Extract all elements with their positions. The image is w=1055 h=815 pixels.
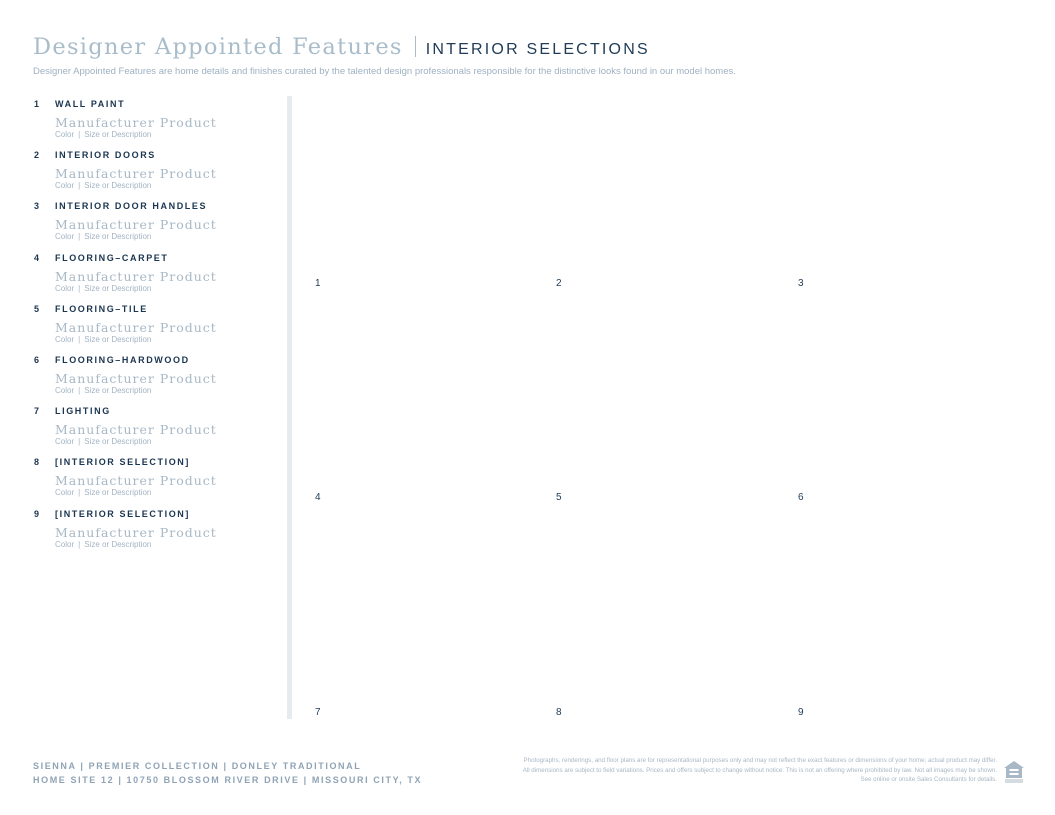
page-subtitle: INTERIOR SELECTIONS bbox=[425, 41, 650, 58]
footer-address bbox=[33, 759, 422, 787]
item-number: 1 bbox=[34, 99, 41, 109]
image-slot-label: 4 bbox=[315, 492, 321, 503]
item-number: 8 bbox=[34, 457, 41, 468]
footer-homesite-line: HOME SITE 12 | 10750 BLOSSOM RIVER DRIVE | MISSOURI CITY, TX bbox=[33, 775, 423, 785]
item-color: Color bbox=[55, 283, 75, 293]
selection-item: 1 WALL PAINT Manufacturer Product Color | Size or Description bbox=[34, 99, 274, 150]
selection-item: 4 FLOORING–CARPET Manufacturer Product Color | Size or Description bbox=[34, 253, 274, 304]
selection-item: 8 [INTERIOR SELECTION] Manufacturer Product Color | Size or Description bbox=[34, 457, 274, 508]
item-product: Manufacturer Product bbox=[55, 319, 217, 335]
selection-item: 3 INTERIOR DOOR HANDLES Manufacturer Product Color | Size or Description bbox=[34, 201, 274, 252]
intro-text: Designer Appointed Features are home details and finishes curated by the talented design professionals responsible for the distinctive looks found in our model homes. bbox=[33, 66, 736, 77]
footer-community-line: SIENNA | PREMIER COLLECTION | DONLEY TRADITIONAL bbox=[33, 761, 362, 771]
selection-list bbox=[34, 99, 274, 560]
item-number: 9 bbox=[34, 508, 41, 519]
item-color: Color bbox=[55, 181, 75, 191]
image-slot-label: 3 bbox=[798, 278, 804, 289]
item-number: 4 bbox=[34, 252, 41, 263]
image-slot-label: 9 bbox=[798, 707, 804, 718]
item-color: Color bbox=[55, 488, 75, 498]
item-color: Color bbox=[55, 437, 75, 447]
item-name: LIGHTING bbox=[55, 406, 111, 417]
item-number: 7 bbox=[34, 406, 41, 417]
selection-item: 9 [INTERIOR SELECTION] Manufacturer Product Color | Size or Description bbox=[34, 509, 274, 560]
item-size: Size or Description bbox=[84, 539, 152, 549]
item-color: Color bbox=[55, 130, 75, 139]
item-product: Manufacturer Product bbox=[55, 217, 217, 233]
image-slot-label: 8 bbox=[556, 707, 562, 718]
footer-disclaimer: Photographs, renderings, and floor plans are for representational purposes only and may not reflect the exact features or dimensions of your home; actual product may differ. All dimensions are subject to field variations. Prices and offers subject to change without notice. This is not an offering where prohibited by law. Not all images may be shown. See online or onsite Sales Consultants for details. bbox=[522, 757, 997, 784]
selection-item: 5 FLOORING–TILE Manufacturer Product Color | Size or Description bbox=[34, 304, 274, 355]
item-name: [INTERIOR SELECTION] bbox=[55, 508, 190, 519]
item-color: Color bbox=[55, 232, 75, 242]
selection-item: 6 FLOORING–HARDWOOD Manufacturer Product Color | Size or Description bbox=[34, 355, 274, 406]
item-color: Color bbox=[55, 334, 75, 344]
item-size: Size or Description bbox=[84, 334, 152, 344]
item-number: 2 bbox=[34, 150, 41, 161]
page-header bbox=[33, 34, 650, 60]
item-size: Size or Description bbox=[84, 232, 152, 242]
item-size: Size or Description bbox=[84, 385, 152, 395]
image-slot-label: 2 bbox=[556, 278, 562, 289]
item-name: FLOORING–CARPET bbox=[55, 252, 169, 263]
equal-housing-opportunity-icon bbox=[1002, 759, 1026, 783]
page-title: Designer Appointed Features bbox=[33, 34, 403, 60]
item-name: FLOORING–TILE bbox=[55, 303, 148, 314]
item-product: Manufacturer Product bbox=[55, 422, 217, 438]
item-name: INTERIOR DOOR HANDLES bbox=[55, 201, 208, 212]
image-slot-label: 7 bbox=[315, 707, 321, 718]
item-product: Manufacturer Product bbox=[55, 370, 217, 386]
item-product: Manufacturer Product bbox=[55, 268, 217, 284]
item-color: Color bbox=[55, 539, 75, 549]
item-number: 3 bbox=[34, 201, 41, 212]
item-name: [INTERIOR SELECTION] bbox=[55, 457, 190, 468]
vertical-divider bbox=[287, 96, 292, 719]
item-name: WALL PAINT bbox=[55, 99, 126, 109]
item-size: Size or Description bbox=[84, 488, 152, 498]
item-size: Size or Description bbox=[84, 437, 152, 447]
item-product: Manufacturer Product bbox=[55, 524, 217, 540]
selection-item: 2 INTERIOR DOORS Manufacturer Product Color | Size or Description bbox=[34, 150, 274, 201]
item-size: Size or Description bbox=[84, 181, 152, 191]
item-product: Manufacturer Product bbox=[55, 115, 217, 130]
image-slot-label: 1 bbox=[315, 278, 321, 289]
item-size: Size or Description bbox=[84, 283, 152, 293]
image-slot-label: 6 bbox=[798, 492, 804, 503]
item-name: FLOORING–HARDWOOD bbox=[55, 354, 190, 365]
item-name: INTERIOR DOORS bbox=[55, 150, 156, 161]
image-slot-label: 5 bbox=[556, 492, 562, 503]
item-product: Manufacturer Product bbox=[55, 166, 217, 182]
item-product: Manufacturer Product bbox=[55, 473, 217, 489]
item-color: Color bbox=[55, 385, 75, 395]
item-number: 5 bbox=[34, 303, 41, 314]
item-number: 6 bbox=[34, 354, 41, 365]
item-size: Size or Description bbox=[84, 130, 152, 139]
title-divider bbox=[415, 36, 416, 57]
selection-item: 7 LIGHTING Manufacturer Product Color | Size or Description bbox=[34, 406, 274, 457]
